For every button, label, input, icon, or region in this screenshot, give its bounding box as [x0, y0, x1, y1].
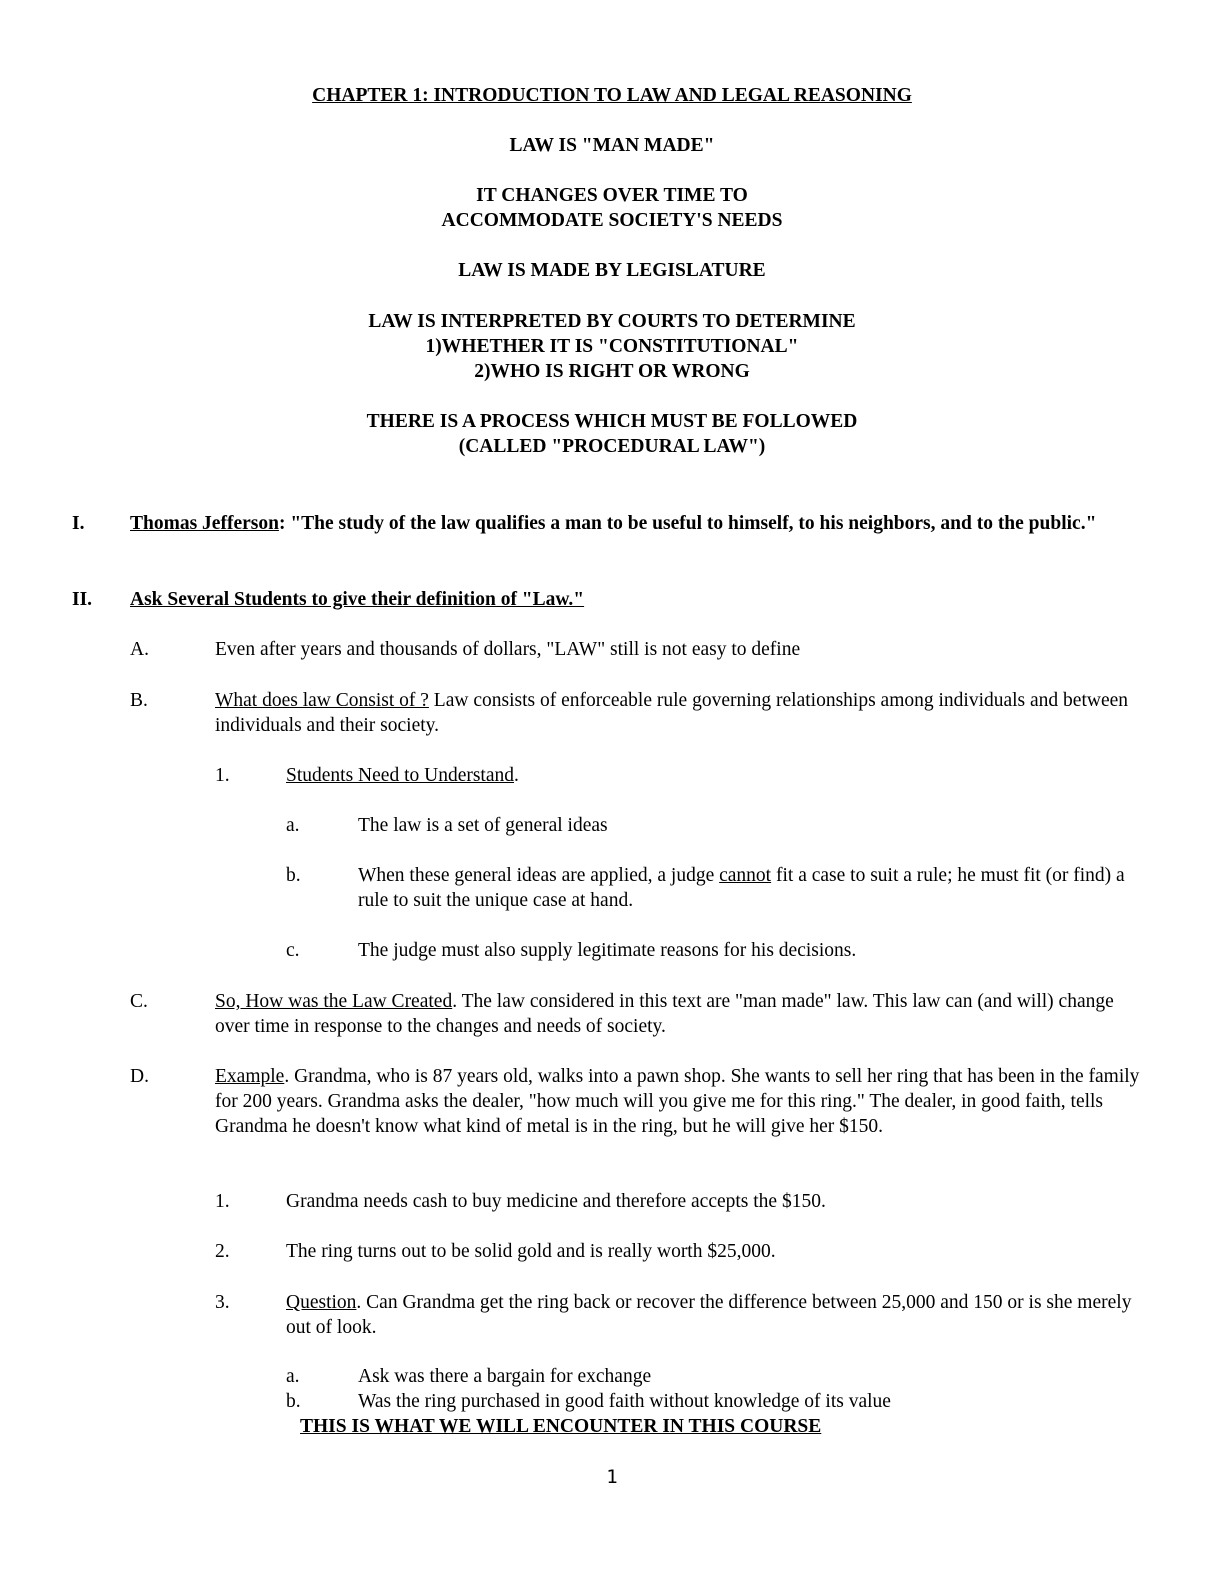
item-d1-label: 1. — [215, 1191, 230, 1212]
item-c-body: . The law considered in this text are "man made" law. This law can (and will) change over time in response to the changes and needs of society. — [215, 991, 1114, 1037]
heading-process-2: (CALLED "PROCEDURAL LAW") — [458, 436, 766, 457]
item-d3a-text: Ask was there a bargain for exchange — [358, 1366, 652, 1387]
item-d3b-text: Was the ring purchased in good faith without knowledge of its value — [358, 1391, 891, 1412]
item-b1b-emph: cannot — [719, 865, 772, 886]
heading-legislature: LAW IS MADE BY LEGISLATURE — [458, 260, 766, 281]
section-1-numeral: I. — [72, 513, 85, 534]
heading-process-1: THERE IS A PROCESS WHICH MUST BE FOLLOWED — [366, 411, 858, 432]
item-d3-body: . Can Grandma get the ring back or recover the difference between 25,000 and 150 or is she merely out of look. — [286, 1292, 1132, 1338]
item-b1b-pre: When these general ideas are applied, a judge — [358, 865, 720, 886]
item-b1-period: . — [514, 765, 519, 786]
item-d3b-label: b. — [286, 1391, 301, 1412]
item-a-label: A. — [130, 639, 149, 660]
item-d3-heading: Question — [286, 1292, 357, 1313]
item-d-heading: Example — [215, 1066, 285, 1087]
section-2-heading: Ask Several Students to give their definition of "Law." — [130, 589, 585, 610]
item-b1a-text: The law is a set of general ideas — [358, 815, 608, 836]
chapter-title: CHAPTER 1: INTRODUCTION TO LAW AND LEGAL REASONING — [312, 85, 912, 106]
item-b-body: Law consists of enforceable rule governing relationships among individuals and between individuals and their society. — [215, 690, 1129, 736]
page-number: 1 — [606, 1466, 618, 1488]
heading-courts-3: 2)WHO IS RIGHT OR WRONG — [474, 361, 750, 382]
item-c-text — [215, 989, 1145, 1039]
item-b1c-label: c. — [286, 940, 300, 961]
item-d3a-label: a. — [286, 1366, 300, 1387]
item-d3-label: 3. — [215, 1292, 230, 1313]
item-b1-text — [286, 763, 519, 788]
item-b1b-label: b. — [286, 865, 301, 886]
item-b-text — [215, 688, 1145, 738]
item-b1-label: 1. — [215, 765, 230, 786]
item-a-text: Even after years and thousands of dollars, "LAW" still is not easy to define — [215, 639, 801, 660]
item-d2-text: The ring turns out to be solid gold and is really worth $25,000. — [286, 1241, 776, 1262]
item-b-heading: What does law Consist of ? — [215, 690, 429, 711]
jefferson-name: Thomas Jefferson — [130, 513, 279, 534]
heading-changes-1: IT CHANGES OVER TIME TO — [476, 185, 748, 206]
item-b1-heading: Students Need to Understand — [286, 765, 515, 786]
section-1-text — [130, 511, 1150, 536]
item-b1a-label: a. — [286, 815, 300, 836]
item-c-label: C. — [130, 991, 148, 1012]
item-d2-label: 2. — [215, 1241, 230, 1262]
closing-statement: THIS IS WHAT WE WILL ENCOUNTER IN THIS COURSE — [300, 1416, 822, 1437]
item-d-label: D. — [130, 1066, 149, 1087]
jefferson-colon: : — [278, 513, 286, 534]
item-b-label: B. — [130, 690, 148, 711]
item-d3-text — [286, 1290, 1146, 1340]
heading-courts-2: 1)WHETHER IT IS "CONSTITUTIONAL" — [425, 336, 799, 357]
item-c-heading: So, How was the Law Created — [215, 991, 453, 1012]
section-2-numeral: II. — [72, 589, 93, 610]
heading-man-made: LAW IS "MAN MADE" — [509, 135, 715, 156]
item-d1-text: Grandma needs cash to buy medicine and therefore accepts the $150. — [286, 1191, 826, 1212]
heading-courts-1: LAW IS INTERPRETED BY COURTS TO DETERMINE — [368, 311, 856, 332]
item-b1b-post: fit a case to suit a rule; he must fit (or find) a rule to suit the unique case at hand. — [358, 865, 1125, 911]
item-b1b-text — [358, 863, 1148, 913]
jefferson-quote: "The study of the law qualifies a man to be useful to himself, to his neighbors, and to the public." — [285, 513, 1097, 534]
item-d-body: . Grandma, who is 87 years old, walks into a pawn shop. She wants to sell her ring that has been in the family for 200 years. Grandma asks the dealer, "how much will you give me for this ring." The dealer, in good faith, tells Grandma he doesn't know what kind of metal is in the ring, but he will give her $150. — [215, 1066, 1140, 1137]
item-d-text — [215, 1064, 1145, 1139]
heading-changes-2: ACCOMMODATE SOCIETY'S NEEDS — [441, 210, 783, 231]
item-b1c-text: The judge must also supply legitimate reasons for his decisions. — [358, 940, 857, 961]
